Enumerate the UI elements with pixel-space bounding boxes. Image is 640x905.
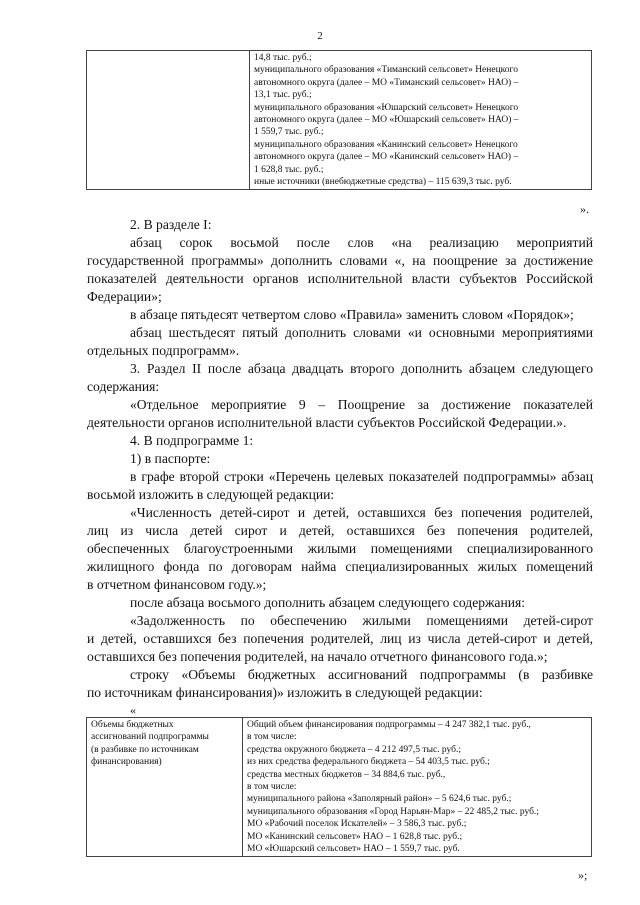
table-line: средства окружного бюджета – 4 212 497,5 тыс. руб.; (247, 744, 462, 755)
paragraph-line: «Задолженность по обеспечению жилыми помещениями детей-сирот (130, 613, 593, 628)
table-line: 1 628,8 тыс. руб.; (254, 164, 324, 175)
table-line: муниципального образования «Юшарский сельсовет» Ненецкого (254, 102, 519, 113)
paragraph-line: содержания: (87, 379, 160, 394)
table-cell-right (243, 718, 592, 857)
paragraph-line: оставшихся без попечения родителей, на начало отчетного финансового года.»; (87, 649, 548, 664)
table-cell-left (87, 51, 250, 190)
table-line: в том числе: (247, 732, 297, 743)
paragraph-line: «Отдельное мероприятие 9 – Поощрение за достижение показателей (130, 397, 593, 412)
table-line: МО «Канинский сельсовет» НАО – 1 628,8 тыс. руб.; (247, 831, 463, 842)
paragraph-line: восьмой изложить в следующей редакции: (87, 487, 335, 502)
table-line: в том числе: (247, 782, 297, 793)
table-line: из них средства федерального бюджета – 54 403,5 тыс. руб.; (247, 757, 490, 768)
paragraph-line: 1) в паспорте: (130, 451, 211, 466)
opening-quote: « (130, 703, 136, 717)
closing-quote-top: ». (580, 202, 589, 216)
paragraph-line: абзац сорок восьмой после слов «на реализацию мероприятий (130, 235, 593, 250)
table-cell-right (250, 51, 592, 190)
table-line: Объемы бюджетных (91, 720, 174, 730)
paragraph-line: Федерации»; (87, 289, 162, 304)
table-line: автономного округа (далее – МО «Канинский сельсовет» НАО) – (254, 152, 519, 163)
table-line: иные источники (внебюджетные средства) – 115 639,3 тыс. руб. (254, 177, 512, 188)
paragraph-line: в графе второй строки «Перечень целевых показателей подпрограммы» абзац (130, 469, 593, 484)
table-funding-continuation (86, 50, 592, 190)
paragraph-line: показателей деятельности органов исполнительной власти субъектов Российской (87, 271, 593, 286)
table-line: муниципального образования «Город Нарьян-Мар» – 22 485,2 тыс. руб.; (247, 806, 539, 817)
paragraph-section-1: 2. В разделе I: (130, 217, 212, 232)
paragraph-line: жилищного фонда по договорам найма специализированных жилых помещений (87, 559, 593, 574)
table-line: муниципального образования «Канинский сельсовет» Ненецкого (254, 139, 518, 150)
table-line: Общий объем финансирования подпрограммы – 4 247 382,1 тыс. руб., (247, 720, 531, 730)
paragraph-line: и детей, оставшихся без попечения родителей, лиц из числа детей-сирот и детей, (87, 631, 593, 646)
table-line: автономного округа (далее – МО «Тиманский сельсовет» НАО) – (254, 77, 519, 88)
paragraph-line: в отчетном финансовом году.»; (87, 577, 267, 592)
table-cell-left (87, 718, 243, 857)
table-line: 13,1 тыс. руб.; (254, 90, 312, 101)
paragraph-line: лиц из числа детей сирот и детей, оставшихся без попечения родителей, (87, 523, 593, 538)
table-line: финансирования) (91, 757, 162, 768)
closing-quote-bottom: »; (578, 868, 588, 882)
paragraph-line: в абзаце пятьдесят четвертом слово «Правила» заменить словом «Порядок»; (130, 307, 574, 322)
paragraph-line: государственной программы» дополнить словами «, на поощрение за достижение (87, 253, 593, 268)
paragraph-line: отдельных подпрограмм». (87, 343, 240, 358)
paragraph-line: «Численность детей-сирот и детей, оставшихся без попечения родителей, (130, 505, 593, 520)
table-line: муниципального образования «Тиманский сельсовет» Ненецкого (254, 65, 518, 76)
paragraph-line: обеспеченных благоустроенными жилыми помещениями специализированного (87, 541, 593, 556)
paragraph-line: по источникам финансирования)» изложить в следующей редакции: (87, 685, 483, 700)
paragraph-line: после абзаца восьмого дополнить абзацем следующего содержания: (130, 595, 526, 610)
table-line: ассигнований подпрограммы (91, 732, 209, 743)
table-line: средства местных бюджетов – 34 884,6 тыс. руб., (247, 769, 446, 780)
paragraph-line: строку «Объемы бюджетных ассигнований подпрограммы (в разбивке (130, 667, 593, 682)
table-line: муниципального района «Заполярный район» – 5 624,6 тыс. руб.; (247, 794, 512, 805)
table-line: 1 559,7 тыс. руб.; (254, 127, 324, 138)
paragraph-line: абзац шестьдесят пятый дополнить словами «и основными мероприятиями (130, 325, 593, 340)
paragraph-line: деятельности органов исполнительной власти субъектов Российской Федерации.». (87, 415, 567, 430)
paragraph-line: 4. В подпрограмме 1: (130, 433, 254, 448)
page-number: 2 (317, 30, 323, 42)
table-line: автономного округа (далее – МО «Юшарский сельсовет» НАО) – (254, 115, 519, 126)
table-budget-allocations (86, 717, 592, 857)
table-line: МО «Рабочий поселок Искателей» – 3 586,3 тыс. руб.; (247, 819, 467, 830)
table-line: МО «Юшарский сельсовет» НАО – 1 559,7 тыс. руб. (247, 844, 460, 855)
table-line: (в разбивке по источникам (91, 744, 199, 755)
table-line: 14,8 тыс. руб.; (254, 53, 312, 63)
paragraph-line: 3. Раздел II после абзаца двадцать второго дополнить абзацем следующего (130, 361, 593, 376)
